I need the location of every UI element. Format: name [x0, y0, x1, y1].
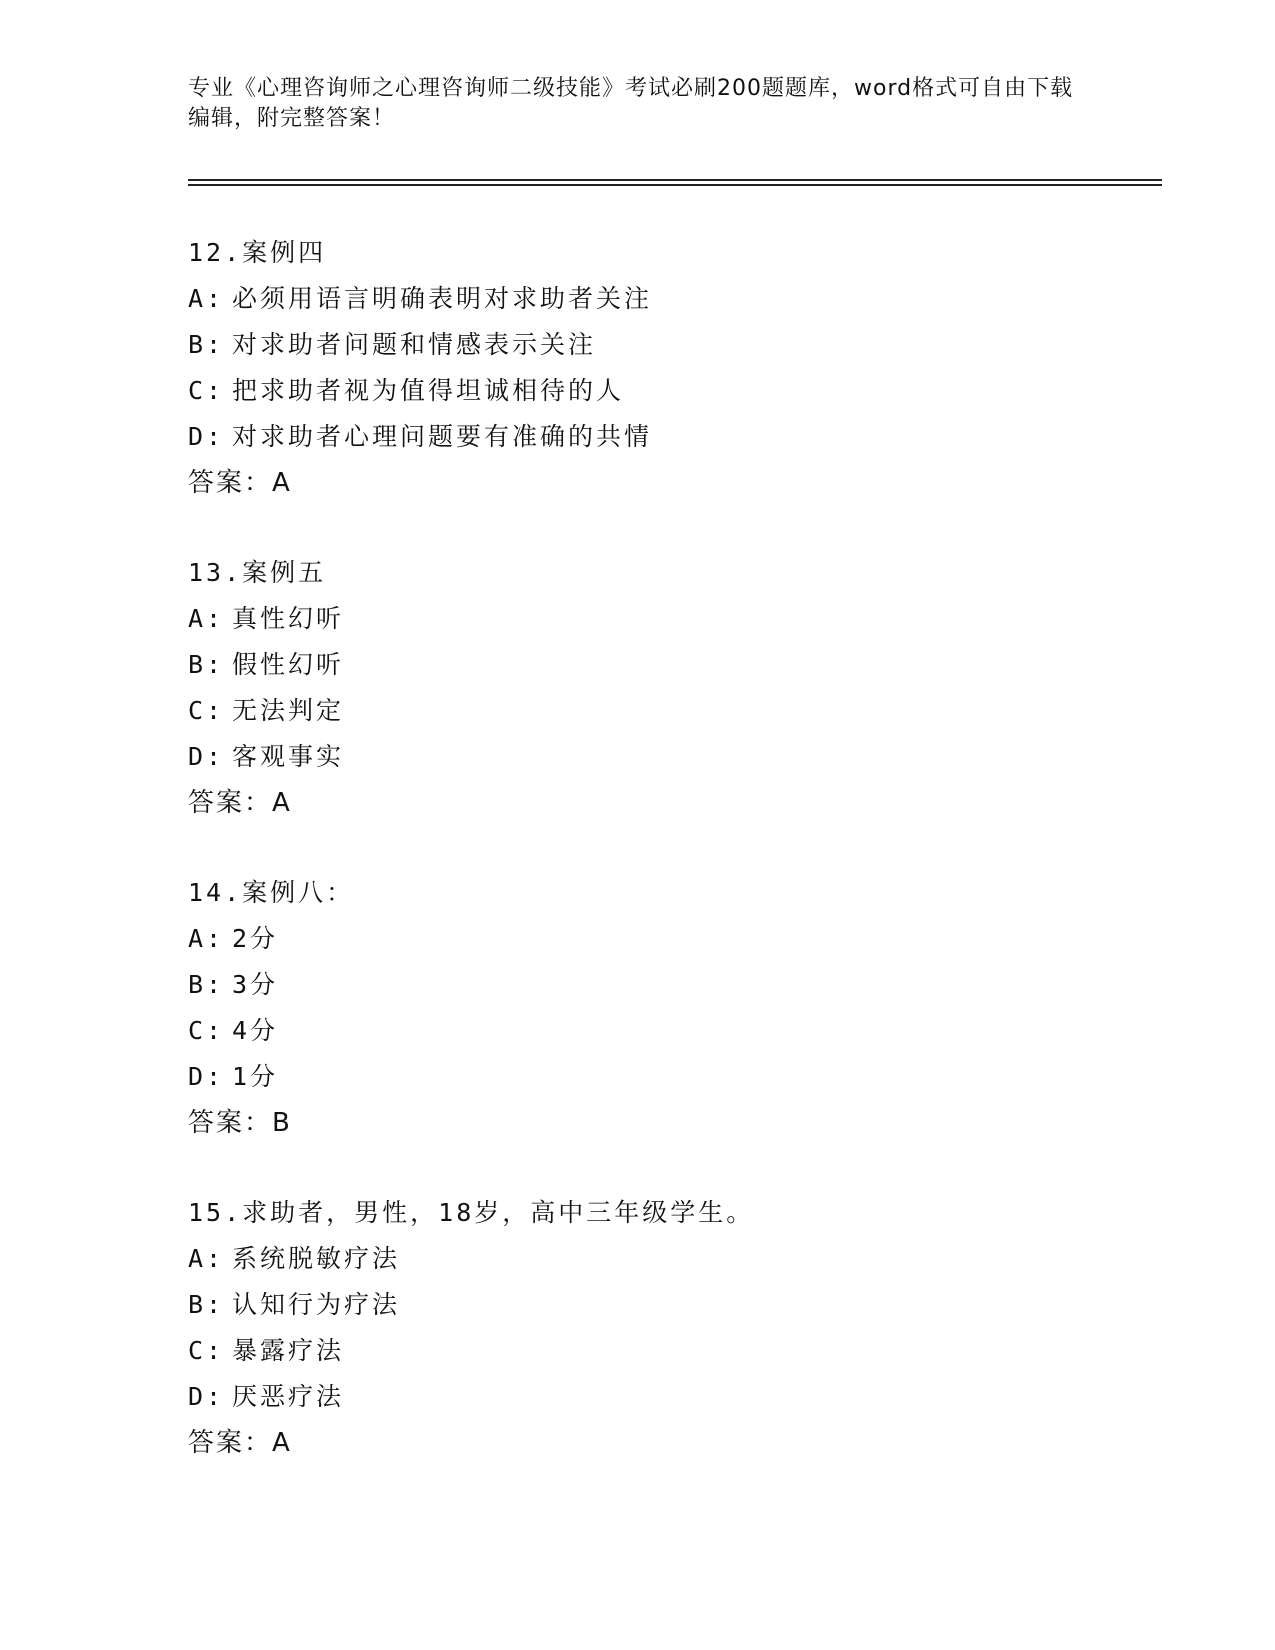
- question-14: [188, 870, 1088, 1146]
- question-12: [188, 230, 1088, 506]
- option-c: [188, 368, 1088, 414]
- option-letter: A:: [188, 1244, 225, 1273]
- option-letter: A:: [188, 604, 225, 633]
- document-intro: 专业《心理咨询师之心理咨询师二级技能》考试必刷200题题库，word格式可自由下载编辑，附完整答案！: [188, 76, 1074, 131]
- option-letter: C:: [188, 1016, 225, 1045]
- option-letter: B:: [188, 1290, 225, 1319]
- option-text: 对求助者问题和情感表示关注: [232, 330, 597, 359]
- question-stem: 12.案例四: [188, 238, 327, 267]
- question-stem: 15.求助者，男性，18岁，高中三年级学生。: [188, 1198, 755, 1227]
- option-text: 3分: [232, 970, 279, 999]
- option-text: 把求助者视为值得坦诚相待的人: [232, 376, 625, 405]
- option-letter: A:: [188, 924, 225, 953]
- option-b: [188, 642, 1088, 688]
- question-stem: 13.案例五: [188, 558, 327, 587]
- option-text: 暴露疗法: [232, 1336, 345, 1365]
- option-text: 1分: [232, 1062, 279, 1091]
- option-letter: B:: [188, 970, 225, 999]
- option-b: [188, 1282, 1088, 1328]
- option-d: [188, 1374, 1088, 1420]
- option-letter: D:: [188, 422, 225, 451]
- answer-line: 答案：A: [188, 468, 292, 498]
- answer-line: 答案：B: [188, 1108, 292, 1138]
- option-d: [188, 414, 1088, 460]
- question-15: [188, 1190, 1088, 1466]
- option-text: 对求助者心理问题要有准确的共情: [232, 422, 653, 451]
- option-c: [188, 1008, 1088, 1054]
- option-text: 2分: [232, 924, 279, 953]
- option-a: [188, 1236, 1088, 1282]
- option-letter: A:: [188, 284, 225, 313]
- option-c: [188, 1328, 1088, 1374]
- option-text: 假性幻听: [232, 650, 345, 679]
- question-13: [188, 550, 1088, 826]
- option-text: 厌恶疗法: [232, 1382, 345, 1411]
- option-c: [188, 688, 1088, 734]
- answer-line: 答案：A: [188, 1428, 292, 1458]
- option-letter: C:: [188, 376, 225, 405]
- option-letter: D:: [188, 742, 225, 771]
- option-text: 认知行为疗法: [232, 1290, 401, 1319]
- option-d: [188, 734, 1088, 780]
- option-a: [188, 596, 1088, 642]
- option-text: 系统脱敏疗法: [232, 1244, 401, 1273]
- option-a: [188, 276, 1088, 322]
- option-text: 客观事实: [232, 742, 345, 771]
- option-a: [188, 916, 1088, 962]
- option-d: [188, 1054, 1088, 1100]
- option-b: [188, 322, 1088, 368]
- option-text: 4分: [232, 1016, 279, 1045]
- answer-line: 答案：A: [188, 788, 292, 818]
- option-text: 无法判定: [232, 696, 345, 725]
- header-divider-top: [188, 179, 1162, 181]
- option-letter: B:: [188, 650, 225, 679]
- option-text: 必须用语言明确表明对求助者关注: [232, 284, 653, 313]
- option-letter: D:: [188, 1382, 225, 1411]
- option-letter: D:: [188, 1062, 225, 1091]
- option-b: [188, 962, 1088, 1008]
- option-text: 真性幻听: [232, 604, 345, 633]
- header-divider-bottom: [188, 184, 1162, 186]
- option-letter: C:: [188, 1336, 225, 1365]
- question-stem: 14.案例八：: [188, 878, 355, 907]
- option-letter: B:: [188, 330, 225, 359]
- option-letter: C:: [188, 696, 225, 725]
